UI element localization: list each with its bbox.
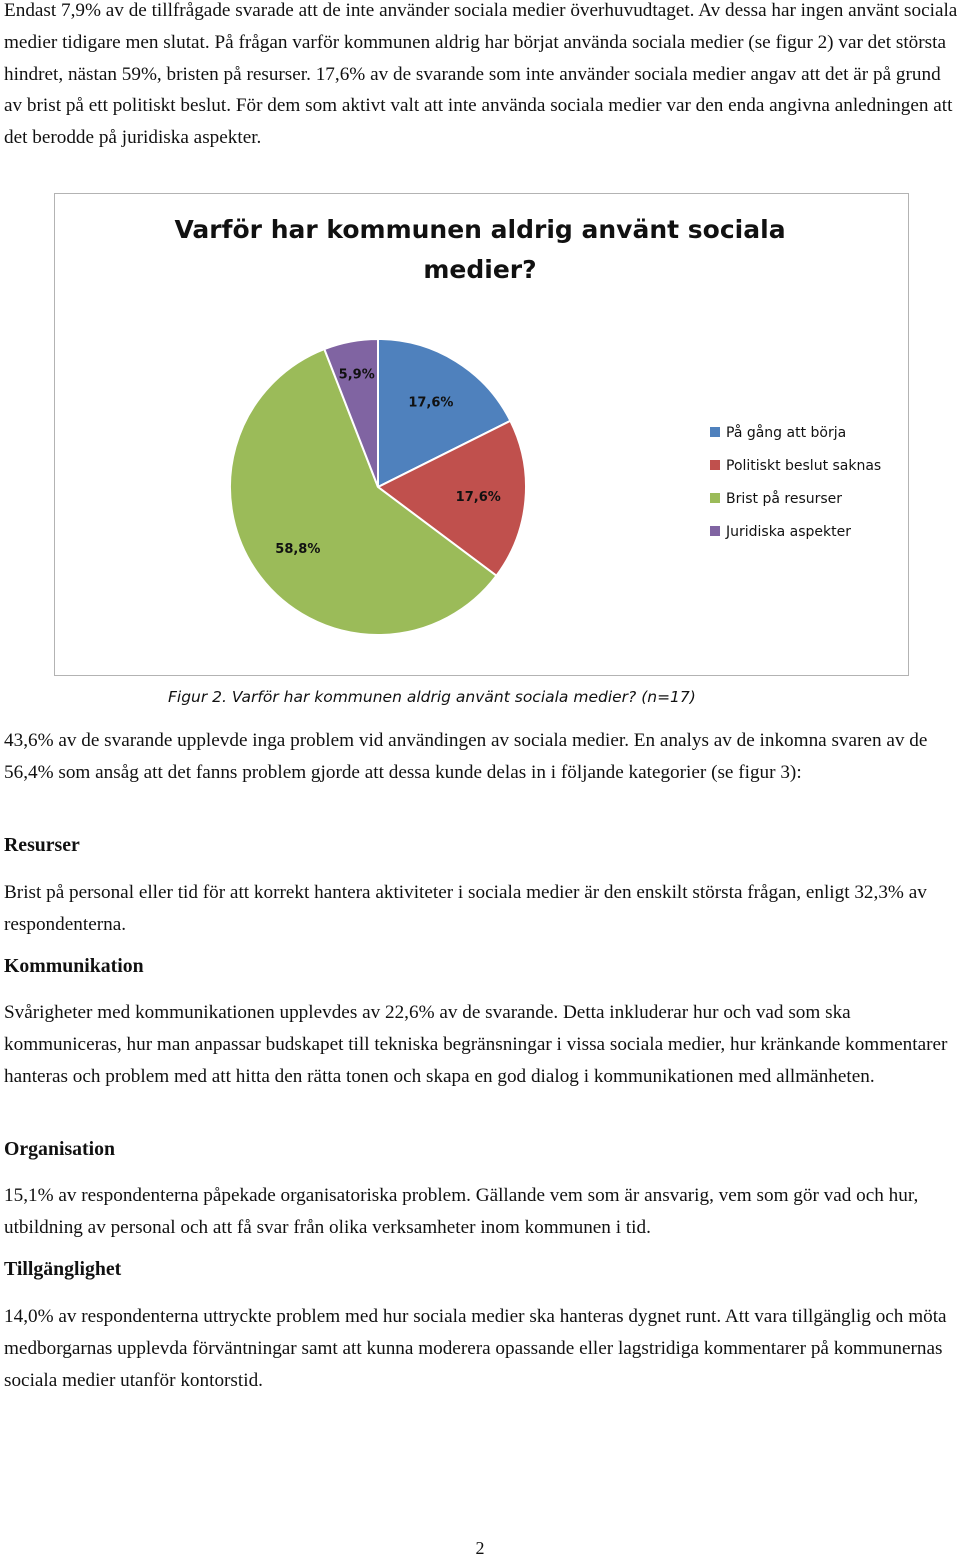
analysis-paragraph: 43,6% av de svarande upplevde inga problem vid användingen av sociala medier. En analys av de inkomna svaren av de 56,4% som ansåg att det fanns problem gjorde att dessa kunde delas in i följande kategorier (se figur 3): <box>4 730 928 783</box>
heading-kommunikation: Kommunikation <box>4 955 144 977</box>
pie-chart <box>55 194 908 675</box>
chart-legend <box>710 424 881 540</box>
legend-swatch-1 <box>710 427 720 437</box>
intro-paragraph: Endast 7,9% av de tillfrågade svarade att de inte använder sociala medier överhuvudtaget. Av dessa har ingen använt sociala medier tidigare men slutat. På frågan varför kommunen aldrig har börjat använda sociala medier (se figur 2) var det största hindret, nästan 59%, bristen på resurser. 17,6% av de svarande som inte använder sociala medier angav att det är på grund av brist på ett politiskt beslut. För dem som aktivt valt att inte använda sociala medier var den enda angivna anledningen att det berodde på juridiska aspekter. <box>4 0 958 149</box>
pie-data-label-4: 5,9% <box>338 367 375 383</box>
kommunikation-paragraph: Svårigheter med kommunikationen upplevdes av 22,6% av de svarande. Detta inkluderar hur och vad som ska kommuniceras, hur man anpassar budskapet till tekniska begränsningar i vissa sociala medier, hur kränkande kommentarer hanteras och problem med att hitta den rätta tonen och skapa en god dialog i kommunikationen med allmänheten. <box>4 1002 948 1087</box>
tillganglighet-paragraph: 14,0% av respondenterna uttryckte problem med hur sociala medier ska hanteras dygnet runt. Att vara tillgänglig och möta medborgarnas upplevda förväntningar samt att kunna moderera opassande eller lagstridiga kommentarer på kommunernas sociala medier utanför kontorstid. <box>4 1306 947 1391</box>
page-number: 2 <box>475 1538 485 1558</box>
chart-title-line-2: medier? <box>423 255 537 284</box>
heading-tillganglighet: Tillgänglighet <box>4 1258 122 1280</box>
legend-swatch-3 <box>710 493 720 503</box>
legend-label-1: På gång att börja <box>726 425 847 441</box>
chart-title-line-1: Varför har kommunen aldrig använt sociala <box>174 215 786 244</box>
organisation-paragraph: 15,1% av respondenterna påpekade organisatoriska problem. Gällande vem som är ansvarig, vem som gör vad och hur, utbildning av personal och att få svar från olika verksamheter inom kommunen i tid. <box>4 1185 919 1238</box>
pie-data-label-2: 17,6% <box>455 490 501 506</box>
pie-data-label-1: 17,6% <box>408 395 454 411</box>
heading-resurser: Resurser <box>4 834 80 856</box>
legend-swatch-2 <box>710 460 720 470</box>
pie-data-label-3: 58,8% <box>275 541 321 557</box>
pie-chart-figure <box>54 193 909 676</box>
legend-label-4: Juridiska aspekter <box>726 524 851 540</box>
resurser-paragraph: Brist på personal eller tid för att korrekt hantera aktiviteter i sociala medier är den enskilt största frågan, enligt 32,3% av respondenterna. <box>4 882 927 935</box>
heading-organisation: Organisation <box>4 1138 116 1160</box>
legend-label-3: Brist på resurser <box>726 491 843 507</box>
legend-swatch-4 <box>710 526 720 536</box>
legend-label-2: Politiskt beslut saknas <box>726 458 882 474</box>
pie-slices <box>230 339 526 635</box>
figure-caption: Figur 2. Varför har kommunen aldrig använt sociala medier? (n=17) <box>168 688 696 706</box>
